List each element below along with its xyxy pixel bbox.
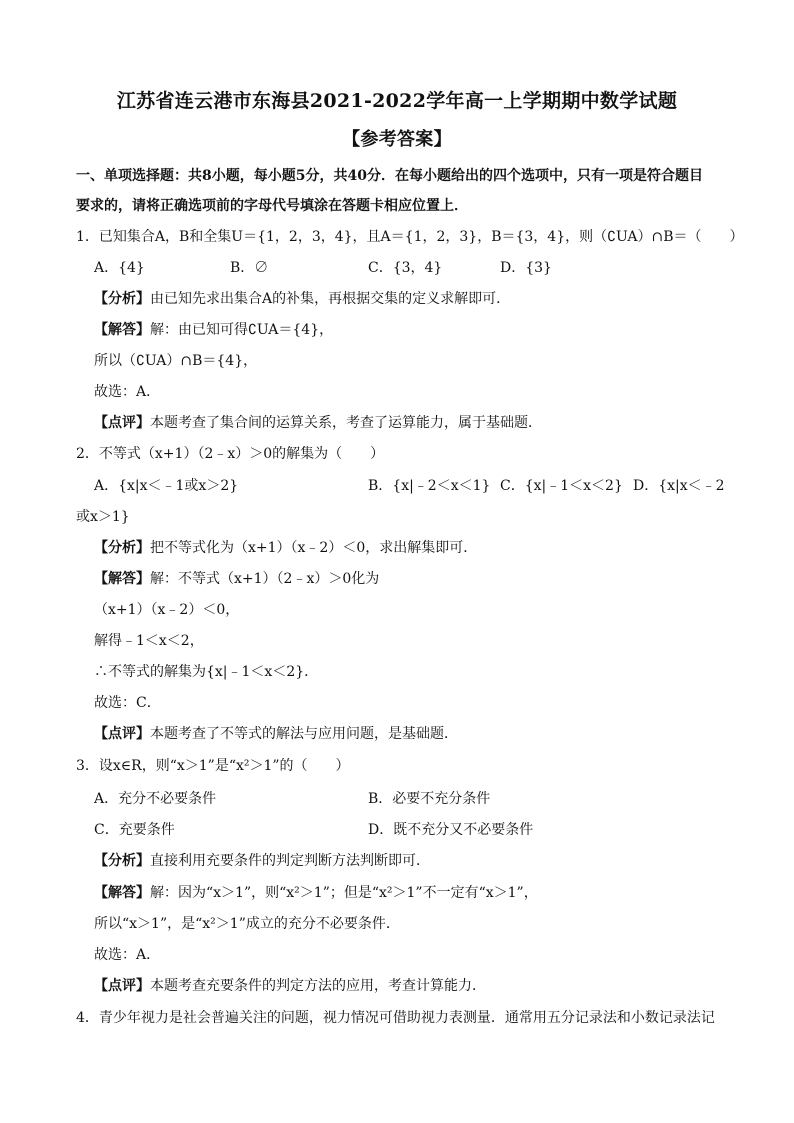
q2-answer bbox=[94, 569, 379, 589]
q1-comment-text: 本题考查了集合间的运算关系，考查了运算能力，属于基础题． bbox=[150, 415, 542, 431]
q1-answer-tag: 【解答】 bbox=[94, 322, 150, 338]
q2-answer-tag: 【解答】 bbox=[94, 571, 150, 587]
q2-choice: 故选：C． bbox=[94, 695, 161, 711]
q2-step3: 解得﹣1＜x＜2， bbox=[94, 633, 204, 649]
q1-analysis-text: 由已知先求出集合A的补集，再根据交集的定义求解即可． bbox=[150, 291, 511, 307]
q2-comment bbox=[94, 724, 458, 744]
q2-analysis-text: 把不等式化为（x+1）（x﹣2）＜0，求出解集即可． bbox=[150, 540, 478, 556]
q3-comment-text: 本题考查充要条件的判定方法的应用，考查计算能力． bbox=[150, 978, 486, 994]
q2-step2: （x+1）（x﹣2）＜0， bbox=[94, 602, 240, 618]
q1-answer bbox=[94, 320, 333, 340]
q2-option-a: A．{x|x＜﹣1或x＞2} bbox=[94, 478, 239, 494]
q3-choice: 故选：A． bbox=[94, 947, 161, 963]
q2-option-d-cont: 或x＞1} bbox=[76, 509, 130, 525]
q3-answer-tag: 【解答】 bbox=[94, 885, 150, 901]
q3-option-c: C．充要条件 bbox=[94, 822, 175, 838]
q3-comment bbox=[94, 976, 486, 996]
section-heading-line2: 要求的，请将正确选项前的字母代号填涂在答题卡相应位置上． bbox=[76, 198, 468, 214]
q3-analysis-text: 直接利用充要条件的判定判断方法判断即可． bbox=[150, 853, 430, 869]
q2-step4: ∴不等式的解集为{x|﹣1＜x＜2}． bbox=[94, 664, 319, 680]
q2-stem: 2．不等式（x+1）（2﹣x）＞0的解集为（ ） bbox=[76, 446, 385, 462]
q1-option-b: B．∅ bbox=[230, 260, 269, 276]
q3-option-a: A．充分不必要条件 bbox=[94, 791, 217, 807]
q4-stem: 4．青少年视力是社会普遍关注的问题，视力情况可借助视力表测量．通常用五分记录法和小数记录法记 bbox=[76, 1010, 715, 1026]
q1-comment bbox=[94, 413, 542, 433]
q2-option-d: D．{x|x＜﹣2 bbox=[633, 478, 725, 494]
q3-option-b: B．必要不充分条件 bbox=[368, 791, 491, 807]
q3-stem: 3．设x∈R，则“x＞1”是“x²＞1”的（ ） bbox=[76, 758, 350, 774]
q1-stem: 1．已知集合A，B和全集U＝{1，2，3，4}，且A＝{1，2，3}，B＝{3，4}，则（∁UA）∩B＝（ ） bbox=[76, 229, 744, 245]
q3-answer-text: 解：因为“x＞1”，则“x²＞1”；但是“x²＞1”不一定有“x＞1”， bbox=[150, 885, 538, 901]
q1-option-d: D．{3} bbox=[500, 260, 552, 276]
q2-answer-text: 解：不等式（x+1）（2﹣x）＞0化为 bbox=[150, 571, 380, 587]
document-subtitle: 【参考答案】 bbox=[342, 129, 452, 150]
q3-option-d: D．既不充分又不必要条件 bbox=[368, 822, 534, 838]
q3-analysis bbox=[94, 851, 430, 871]
q3-comment-tag: 【点评】 bbox=[94, 978, 150, 994]
q1-step2: 所以（∁UA）∩B＝{4}， bbox=[94, 353, 258, 369]
q1-comment-tag: 【点评】 bbox=[94, 415, 150, 431]
q1-option-a: A．{4} bbox=[94, 260, 145, 276]
q3-answer bbox=[94, 883, 538, 903]
section-heading-line1: 一、单项选择题：共8小题，每小题5分，共40分．在每小题给出的四个选项中，只有一项是符合题目 bbox=[76, 168, 703, 184]
q2-comment-text: 本题考查了不等式的解法与应用问题，是基础题． bbox=[150, 726, 458, 742]
q2-option-c: C．{x|﹣1＜x＜2} bbox=[500, 478, 623, 494]
q3-step2: 所以“x＞1”，是“x²＞1”成立的充分不必要条件． bbox=[94, 916, 400, 932]
q1-option-c: C．{3，4} bbox=[368, 260, 443, 276]
q1-choice: 故选：A． bbox=[94, 384, 161, 400]
q2-option-b: B．{x|﹣2＜x＜1} bbox=[368, 478, 491, 494]
q2-analysis bbox=[94, 538, 477, 558]
q1-analysis-tag: 【分析】 bbox=[94, 291, 150, 307]
q3-analysis-tag: 【分析】 bbox=[94, 853, 150, 869]
document-title: 江苏省连云港市东海县2021-2022学年高一上学期期中数学试题 bbox=[116, 90, 678, 112]
q1-answer-text: 解：由已知可得∁UA＝{4}， bbox=[150, 322, 334, 338]
q2-comment-tag: 【点评】 bbox=[94, 726, 150, 742]
q2-analysis-tag: 【分析】 bbox=[94, 540, 150, 556]
q1-analysis bbox=[94, 289, 510, 309]
